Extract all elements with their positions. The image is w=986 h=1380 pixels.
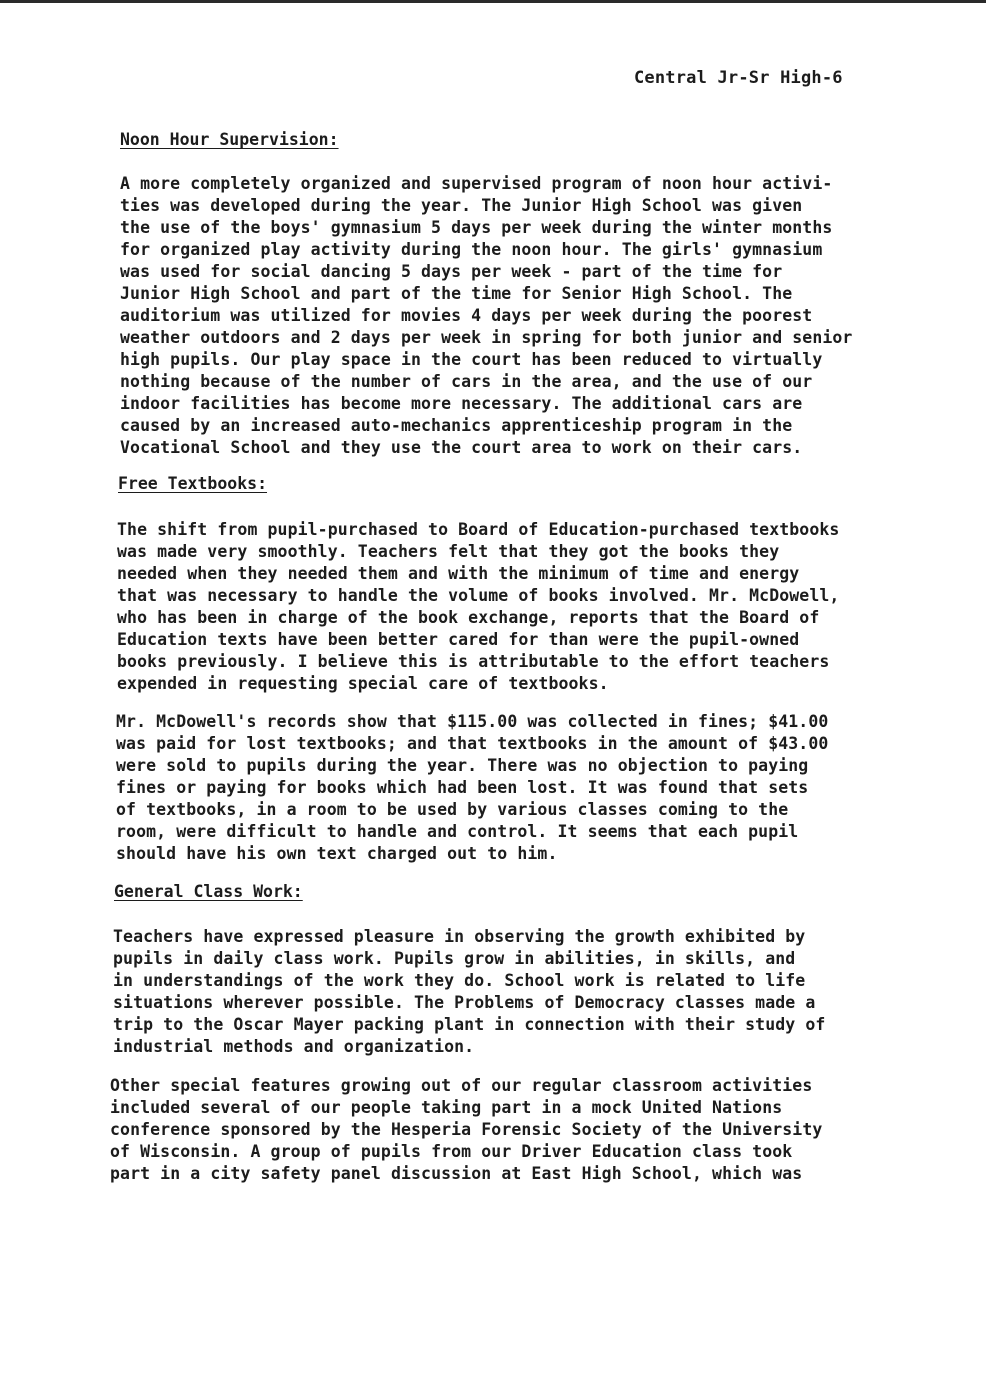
- text-line: conference sponsored by the Hesperia Forensic Society of the University: [110, 1120, 823, 1139]
- text-line: Junior High School and part of the time for Senior High School. The: [120, 284, 793, 303]
- text-line: room, were difficult to handle and control. It seems that each pupil: [116, 822, 799, 841]
- text-line: needed when they needed them and with the minimum of time and energy: [117, 564, 800, 583]
- text-line: part in a city safety panel discussion at East High School, which was: [110, 1164, 803, 1183]
- section-heading-general-class-work: General Class Work:: [114, 882, 303, 901]
- paragraph-free-textbooks-1: [117, 519, 839, 695]
- text-line: weather outdoors and 2 days per week in spring for both junior and senior: [120, 328, 853, 347]
- text-line: was used for social dancing 5 days per week - part of the time for: [120, 262, 783, 281]
- text-line: was paid for lost textbooks; and that textbooks in the amount of $43.00: [116, 734, 829, 753]
- text-line: the use of the boys' gymnasium 5 days per week during the winter months: [120, 218, 833, 237]
- text-line: high pupils. Our play space in the court has been reduced to virtually: [120, 350, 823, 369]
- text-line: Education texts have been better cared for than were the pupil-owned: [117, 630, 800, 649]
- text-line: should have his own text charged out to him.: [116, 844, 558, 863]
- text-line: included several of our people taking part in a mock United Nations: [110, 1098, 783, 1117]
- text-line: indoor facilities has become more necessary. The additional cars are: [120, 394, 803, 413]
- paragraph-free-textbooks-2: [116, 711, 828, 865]
- text-line: books previously. I believe this is attributable to the effort teachers: [117, 652, 830, 671]
- text-line: that was necessary to handle the volume of books involved. Mr. McDowell,: [117, 586, 840, 605]
- text-line: expended in requesting special care of textbooks.: [117, 674, 609, 693]
- page-header: Central Jr-Sr High-6: [634, 68, 843, 88]
- text-line: of Wisconsin. A group of pupils from our Driver Education class took: [110, 1142, 793, 1161]
- text-line: The shift from pupil-purchased to Board of Education-purchased textbooks: [117, 520, 840, 539]
- text-line: ties was developed during the year. The Junior High School was given: [120, 196, 803, 215]
- text-line: of textbooks, in a room to be used by various classes coming to the: [116, 800, 789, 819]
- text-line: situations wherever possible. The Problems of Democracy classes made a: [113, 993, 816, 1012]
- paragraph-general-class-work-1: [113, 926, 825, 1058]
- text-line: Teachers have expressed pleasure in observing the growth exhibited by: [113, 927, 806, 946]
- text-line: was made very smoothly. Teachers felt that they got the books they: [117, 542, 780, 561]
- text-line: trip to the Oscar Mayer packing plant in connection with their study of: [113, 1015, 826, 1034]
- text-line: industrial methods and organization.: [113, 1037, 475, 1056]
- text-line: were sold to pupils during the year. There was no objection to paying: [116, 756, 809, 775]
- text-line: A more completely organized and supervised program of noon hour activi-: [120, 174, 833, 193]
- paragraph-noon-hour: [120, 173, 852, 459]
- text-line: pupils in daily class work. Pupils grow in abilities, in skills, and: [113, 949, 796, 968]
- text-line: Mr. McDowell's records show that $115.00 was collected in fines; $41.00: [116, 712, 829, 731]
- text-line: Vocational School and they use the court area to work on their cars.: [120, 438, 803, 457]
- text-line: Other special features growing out of our regular classroom activities: [110, 1076, 813, 1095]
- text-line: for organized play activity during the noon hour. The girls' gymnasium: [120, 240, 823, 259]
- text-line: caused by an increased auto-mechanics apprenticeship program in the: [120, 416, 793, 435]
- text-line: nothing because of the number of cars in the area, and the use of our: [120, 372, 813, 391]
- paragraph-general-class-work-2: [110, 1075, 822, 1185]
- text-line: auditorium was utilized for movies 4 days per week during the poorest: [120, 306, 813, 325]
- text-line: who has been in charge of the book exchange, reports that the Board of: [117, 608, 820, 627]
- scan-top-edge: [0, 0, 986, 3]
- text-line: fines or paying for books which had been lost. It was found that sets: [116, 778, 809, 797]
- text-line: in understandings of the work they do. School work is related to life: [113, 971, 806, 990]
- section-heading-free-textbooks: Free Textbooks:: [118, 474, 268, 493]
- section-heading-noon-hour: Noon Hour Supervision:: [120, 130, 339, 149]
